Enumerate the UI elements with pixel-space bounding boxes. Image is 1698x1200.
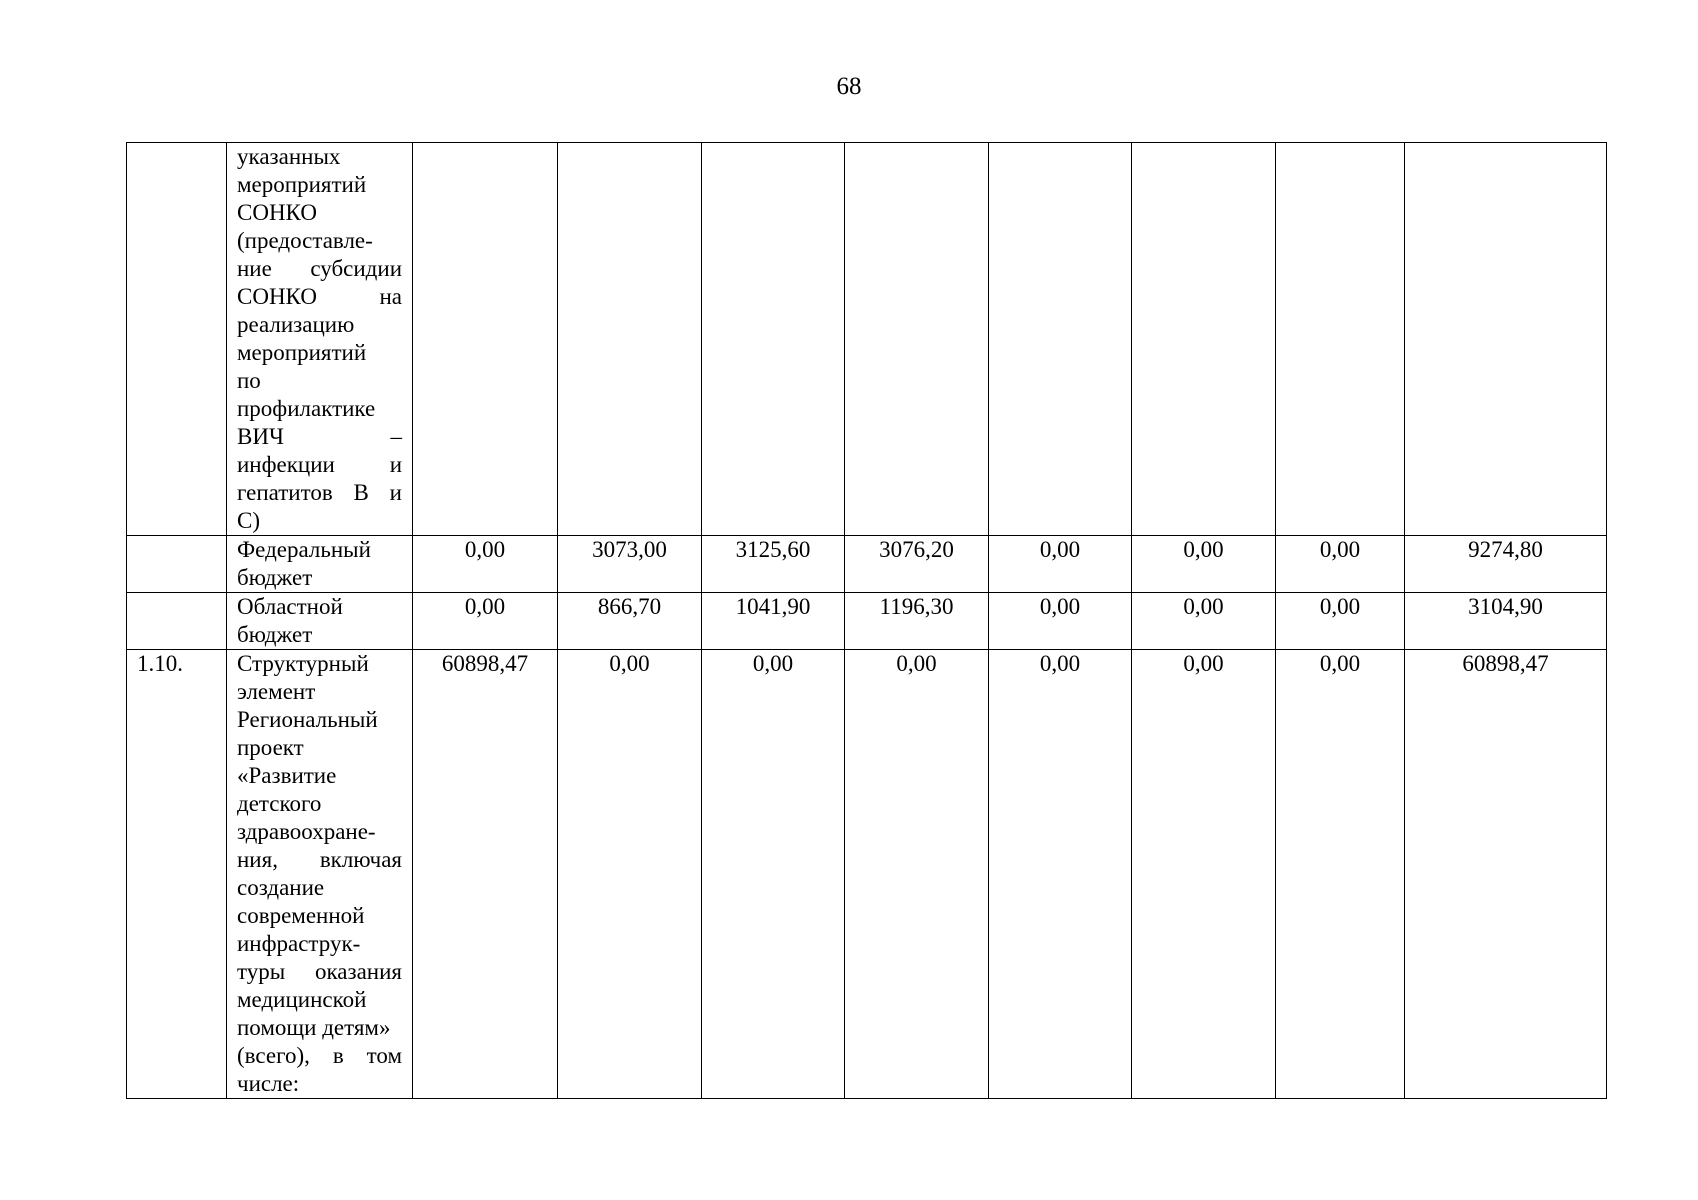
budget-table [126,142,1607,1099]
row-name-line: мероприятий [237,340,367,365]
value-cell [558,143,702,536]
row-name-cell [227,593,413,650]
value-cell: 0,00 [1276,593,1405,650]
value-cell: 3076,20 [845,536,989,593]
value-cell: 866,70 [558,593,702,650]
row-name-line: реализацию [237,312,355,337]
row-name-line: создание [237,875,325,900]
value-cell: 0,00 [1132,650,1276,1099]
table-row [127,593,1607,650]
row-name-line: мероприятий [237,172,367,197]
row-name-line: Региональный [237,707,378,732]
row-number-cell: 1.10. [127,650,227,1099]
table-row [127,650,1607,1099]
value-cell: 0,00 [989,650,1132,1099]
table-body [127,143,1607,1099]
value-cell: 0,00 [558,650,702,1099]
value-cell: 0,00 [1132,536,1276,593]
row-name-line: детского [237,791,322,816]
row-name-line: С) [237,508,260,533]
page-number: 68 [836,73,862,100]
value-cell: 0,00 [1276,650,1405,1099]
row-name-line: элемент [237,679,316,704]
table-row [127,143,1607,536]
row-name-line: ВИЧ – [237,424,402,449]
value-cell: 0,00 [845,650,989,1099]
value-cell [845,143,989,536]
row-name-line: туры оказания [237,959,402,984]
table-row [127,536,1607,593]
row-name-line: Областной [237,594,343,619]
row-number-cell [127,536,227,593]
row-name-line: гепатитов В и [237,480,402,505]
row-name-line: инфраструк- [237,931,361,956]
row-name-line: СОНКО [237,200,317,225]
row-name-line: ния, включая [237,847,402,872]
row-name-line: инфекции и [237,452,402,477]
value-cell: 3125,60 [702,536,845,593]
value-cell [1276,143,1405,536]
value-cell: 1041,90 [702,593,845,650]
value-cell: 0,00 [989,593,1132,650]
row-name-line: здравоохране- [237,819,376,844]
row-name-line: Федеральный [237,537,371,562]
row-name-line: профилактике [237,396,376,421]
value-cell: 60898,47 [1405,650,1607,1099]
row-name-line: помощи детям» [237,1015,391,1040]
value-cell: 0,00 [1132,593,1276,650]
row-name-line: (предоставле- [237,228,373,253]
value-cell: 3104,90 [1405,593,1607,650]
row-name-cell [227,143,413,536]
value-cell: 0,00 [1276,536,1405,593]
row-name-line: по [237,368,261,393]
value-cell [1132,143,1276,536]
value-cell [413,143,558,536]
value-cell [702,143,845,536]
value-cell: 3073,00 [558,536,702,593]
value-cell: 0,00 [413,536,558,593]
row-name-line: современной [237,903,365,928]
value-cell [989,143,1132,536]
value-cell [1405,143,1607,536]
row-name-line: Структурный [237,651,369,676]
value-cell: 0,00 [413,593,558,650]
row-name-line: (всего), в том [237,1043,402,1068]
row-name-line: ние субсидии [237,256,402,281]
row-number-cell [127,143,227,536]
row-name-line: числе: [237,1071,300,1096]
row-name-line: СОНКО на [237,284,402,309]
value-cell: 0,00 [702,650,845,1099]
row-name-line: бюджет [237,565,313,590]
row-name-line: бюджет [237,622,313,647]
value-cell: 1196,30 [845,593,989,650]
value-cell: 9274,80 [1405,536,1607,593]
row-name-line: «Развитие [237,763,337,788]
row-name-line: указанных [237,144,341,169]
row-name-line: проект [237,735,304,760]
row-name-cell [227,536,413,593]
row-number-cell [127,593,227,650]
value-cell: 0,00 [989,536,1132,593]
value-cell: 60898,47 [413,650,558,1099]
row-name-cell [227,650,413,1099]
row-name-line: медицинской [237,987,367,1012]
